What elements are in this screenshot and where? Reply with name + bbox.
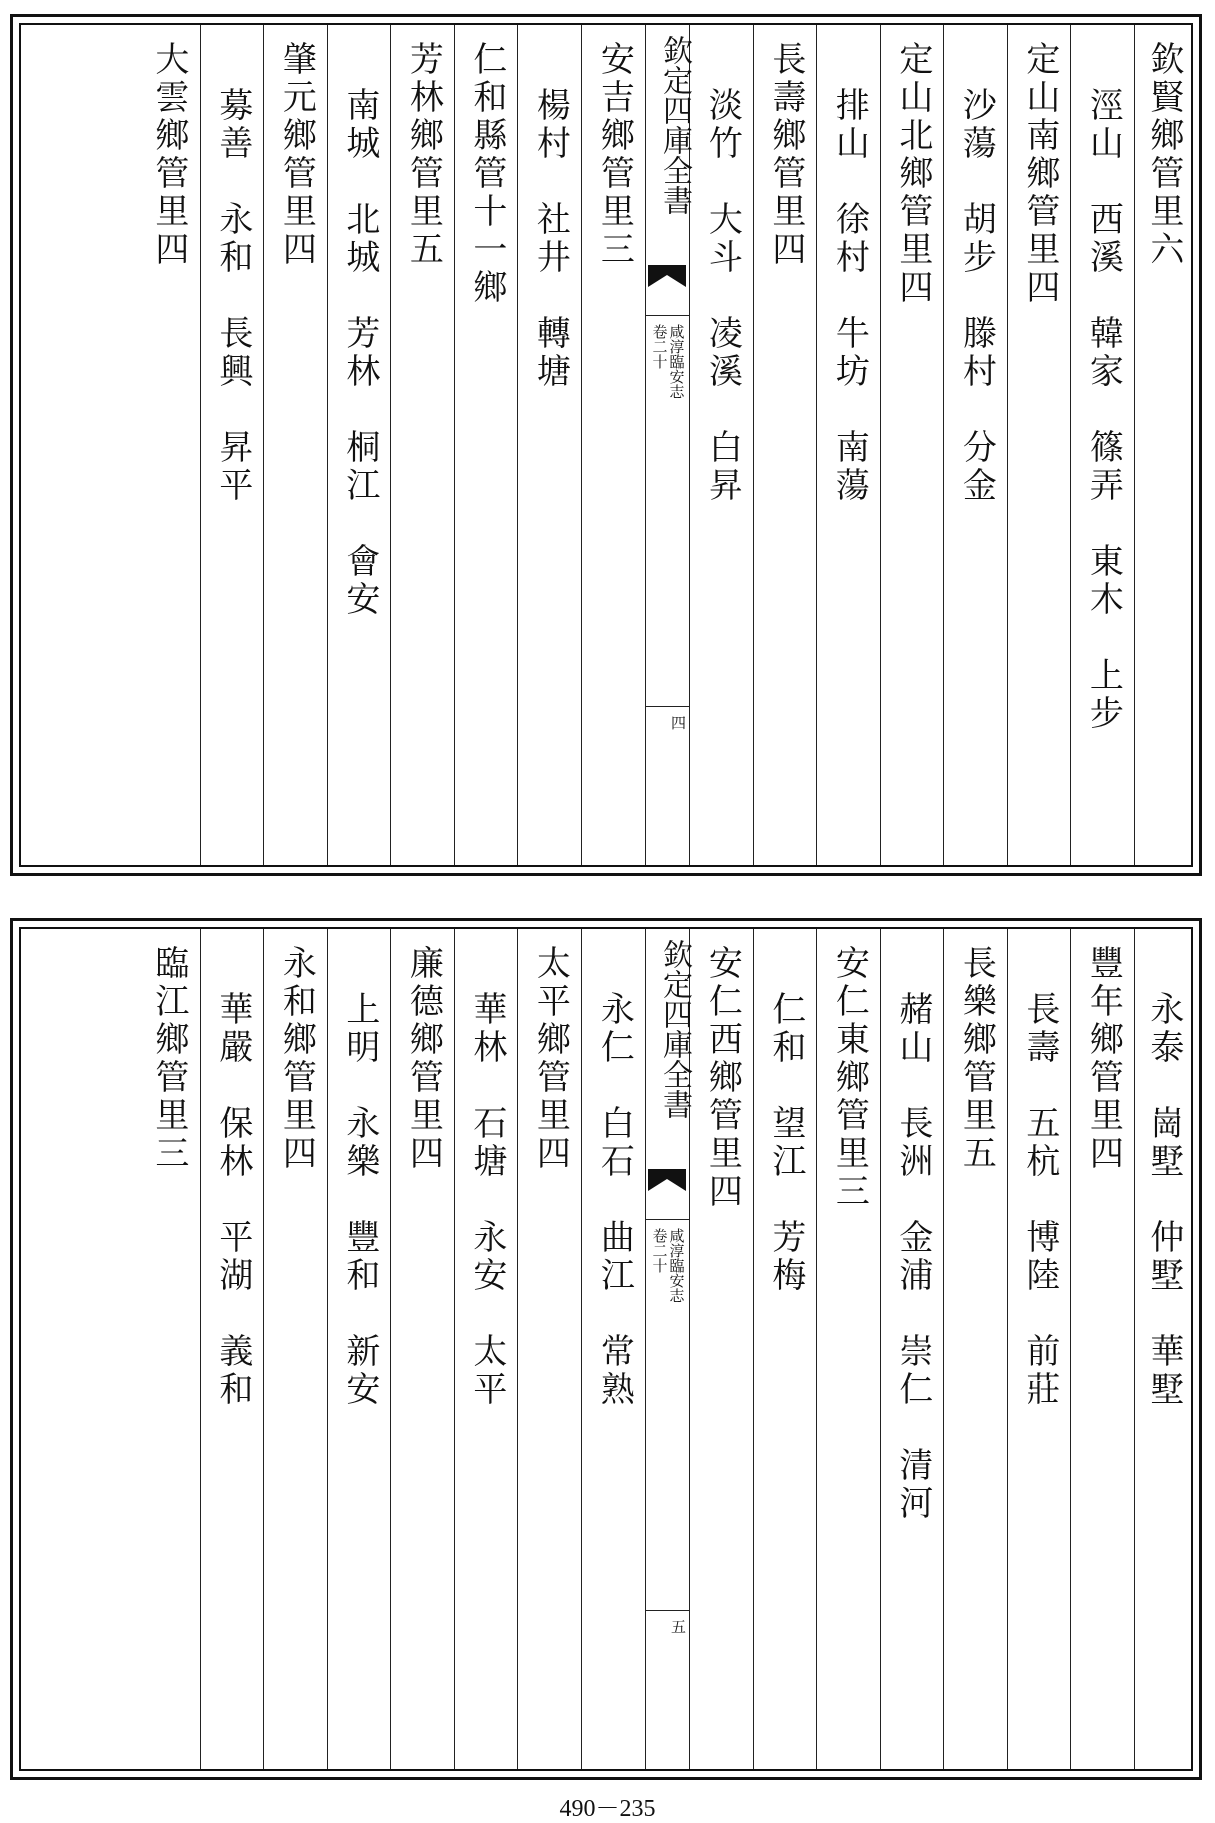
text-column: 長壽 五杭 博陸 前莊 — [1007, 929, 1070, 1769]
text-column: 安仁西鄉管里四 — [689, 929, 753, 1769]
volume-label — [646, 315, 689, 707]
text-column: 太平鄉管里四 — [517, 929, 581, 1769]
text-column: 安仁東鄉管里三 — [816, 929, 880, 1769]
text-column: 永和鄉管里四 — [263, 929, 327, 1769]
text-column: 南城 北城 芳林 桐江 會安 — [327, 25, 390, 865]
bottom-page — [10, 918, 1202, 1780]
text-column: 涇山 西溪 韓家 篠弄 東木 上步 — [1070, 25, 1134, 865]
text-column: 募善 永和 長興 昇平 — [200, 25, 263, 865]
page-number: 五 — [669, 1619, 687, 1634]
volume-number: 卷二十 — [650, 1228, 669, 1273]
fish-tail-mark-icon — [648, 265, 686, 293]
book-title: 欽定四庫全書 — [657, 35, 692, 215]
text-column: 仁和 望江 芳梅 — [753, 929, 816, 1769]
text-column: 廉德鄉管里四 — [390, 929, 454, 1769]
text-column: 排山 徐村 牛坊 南蕩 — [816, 25, 880, 865]
center-fold — [645, 929, 692, 1769]
fish-tail-mark-icon — [648, 1169, 686, 1197]
page-number: 四 — [669, 715, 687, 730]
text-column: 大雲鄉管里四 — [148, 41, 189, 269]
text-column: 仁和縣管十一鄉 — [454, 25, 517, 865]
text-column: 欽賢鄉管里六 — [1134, 25, 1191, 865]
text-column: 長壽鄉管里四 — [753, 25, 816, 865]
text-column: 豐年鄉管里四 — [1070, 929, 1134, 1769]
text-column: 華嚴 保林 平湖 義和 — [200, 929, 263, 1769]
bottom-page-frame — [19, 927, 1193, 1771]
book-subtitle: 咸淳臨安志 — [667, 324, 686, 399]
text-column: 華林 石塘 永安 太平 — [454, 929, 517, 1769]
text-column: 定山北鄉管里四 — [880, 25, 943, 865]
text-column: 長樂鄉管里五 — [943, 929, 1007, 1769]
page-footer-number: 490－235 — [559, 1796, 656, 1822]
text-column: 沙蕩 胡步 滕村 分金 — [943, 25, 1007, 865]
text-column: 永泰 崗墅 仲墅 華墅 — [1134, 929, 1191, 1769]
text-column: 安吉鄉管里三 — [581, 25, 645, 865]
volume-label — [646, 1219, 689, 1611]
text-column: 肇元鄉管里四 — [263, 25, 327, 865]
volume-number: 卷二十 — [650, 324, 669, 369]
book-title: 欽定四庫全書 — [657, 939, 692, 1119]
text-column: 永仁 白石 曲江 常熟 — [581, 929, 645, 1769]
text-column: 赭山 長洲 金浦 崇仁 清河 — [880, 929, 943, 1769]
center-fold — [645, 25, 692, 865]
text-column: 楊村 社井 轉塘 — [517, 25, 581, 865]
book-subtitle: 咸淳臨安志 — [667, 1228, 686, 1303]
text-column: 定山南鄉管里四 — [1007, 25, 1070, 865]
text-column: 芳林鄉管里五 — [390, 25, 454, 865]
text-column: 淡竹 大斗 凌溪 白昇 — [689, 25, 753, 865]
text-column: 臨江鄉管里三 — [148, 945, 189, 1173]
top-page-frame — [19, 23, 1193, 867]
text-column: 上明 永樂 豐和 新安 — [327, 929, 390, 1769]
top-page — [10, 14, 1202, 876]
